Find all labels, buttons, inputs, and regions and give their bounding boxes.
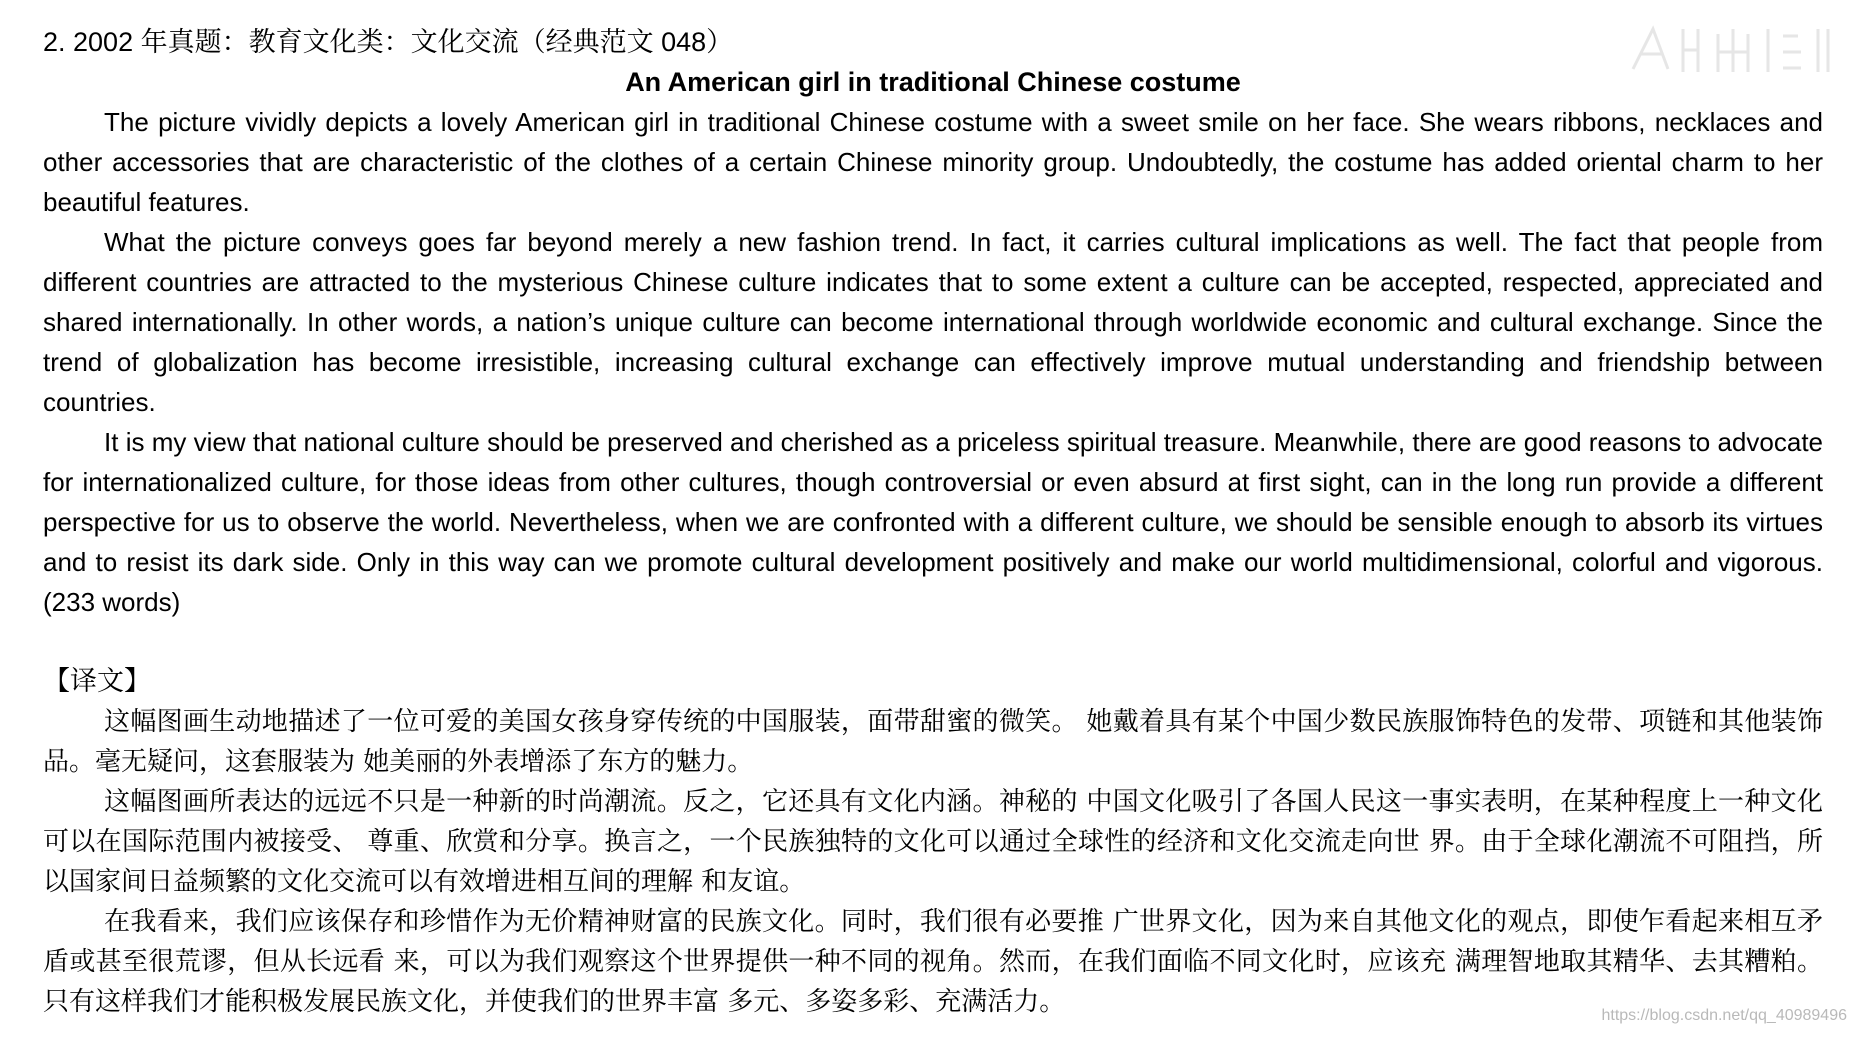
section-spacer — [43, 622, 1823, 662]
essay-paragraph-3: It is my view that national culture should be preserved and cherished as a priceless spiritual treasure. Meanwhile, there are good reasons to advocate for internationalized culture, for those ideas from other cultures, though controversial or even absurd at first sight, can in the long run provide a different perspective for us to observe the world. Nevertheless, when we are confronted with a different culture, we should be sensible enough to absorb its virtues and to resist its dark side. Only in this way can we promote cultural development positively and make our world multidimensional, colorful and vigorous. (233 words) — [43, 427, 1823, 617]
translation-paragraph-2: 这幅图画所表达的远远不只是一种新的时尚潮流。反之，它还具有文化内涵。神秘的 中国文化吸引了各国人民这一事实表明，在某种程度上一种文化可以在国际范围内被接受、 尊重、欣赏和分享。换言之，一个民族独特的文化可以通过全球性的经济和文化交流走向世 界。由于全球化潮流不可阻挡，所以国家间日益频繁的文化交流可以有效增进相互间的理解 和友谊。 — [43, 787, 1823, 897]
essay-paragraph-1: The picture vividly depicts a lovely American girl in traditional Chinese costume with a sweet smile on her face. She wears ribbons, necklaces and other accessories that are characteristic of the clothes of a certain Chinese minority group. Undoubtedly, the costume has added oriental charm to her beautiful features. — [43, 107, 1823, 217]
exam-heading: 2. 2002 年真题：教育文化类：文化交流（经典范文 048） — [43, 27, 734, 57]
url-watermark: https://blog.csdn.net/qq_40989496 — [1601, 1007, 1847, 1024]
translation-label: 【译文】 — [43, 666, 151, 697]
translation-paragraph-1: 这幅图画生动地描述了一位可爱的美国女孩身穿传统的中国服装，面带甜蜜的微笑。 她戴着具有某个中国少数民族服饰特色的发带、项链和其他装饰品。毫无疑问，这套服装为 她美丽的外表增添了东方的魅力。 — [43, 707, 1823, 777]
translation-paragraph-3: 在我看来，我们应该保存和珍惜作为无价精神财富的民族文化。同时，我们很有必要推 广世界文化，因为来自其他文化的观点，即使乍看起来相互矛盾或甚至很荒谬，但从长远看 来，可以为我们观察这个世界提供一种不同的视角。然而，在我们面临不同文化时，应该充 满理智地取其精华、去其糟粕。只有这样我们才能积极发展民族文化，并使我们的世界丰富 多元、多姿多彩、充满活力。 — [43, 907, 1824, 1017]
essay-body — [43, 102, 1823, 622]
essay-title: An American girl in traditional Chinese costume — [625, 67, 1241, 97]
translation-body — [43, 702, 1823, 1022]
essay-paragraph-2: What the picture conveys goes far beyond merely a new fashion trend. In fact, it carries cultural implications as well. The fact that people from different countries are attracted to the mysterious Chinese culture indicates that to some extent a culture can be accepted, respected, appreciated and shared internationally. In other words, a nation’s unique culture can become international through worldwide economic and cultural exchange. Since the trend of globalization has become irresistible, increasing cultural exchange can effectively improve mutual understanding and friendship between countries. — [43, 227, 1823, 417]
document-page — [43, 22, 1823, 1022]
